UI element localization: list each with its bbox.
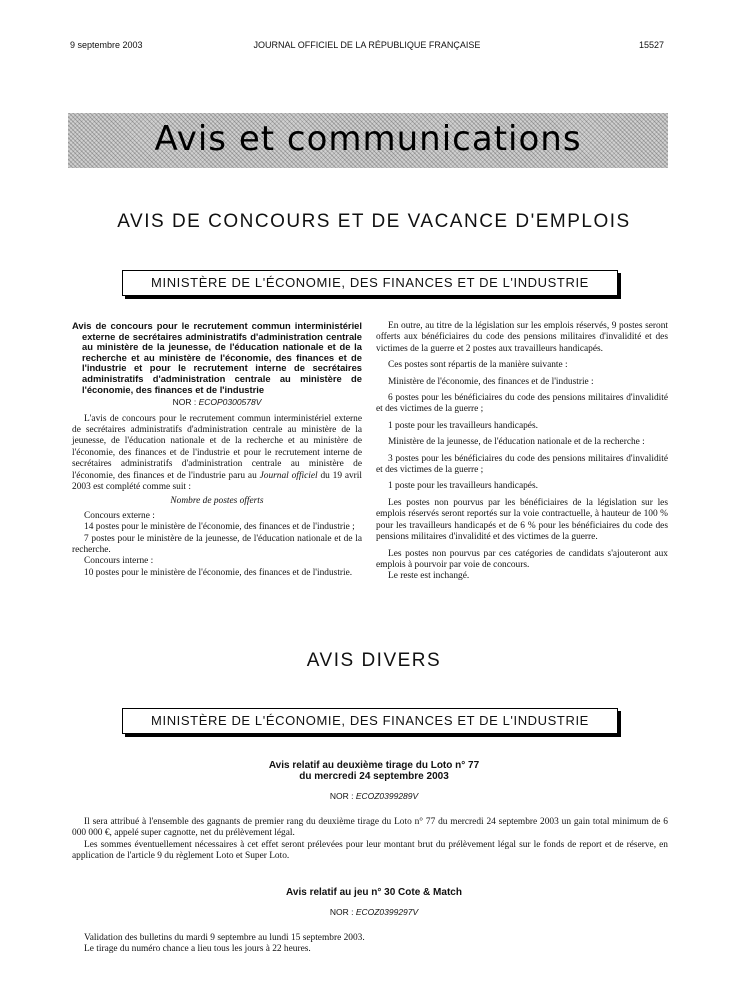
paragraph: Il sera attribué à l'ensemble des gagnants de premier rang du deuxième tirage du Loto n° 77 du mercredi 24 septembre 2003 un gain total minimum de 6 000 000 €, appelé super cagnotte, net du prélèvement légal. (72, 817, 668, 839)
nor-label: NOR : (329, 907, 354, 917)
section-title-concours: AVIS DE CONCOURS ET DE VACANCE D'EMPLOIS (117, 211, 631, 232)
intro-text-post: du 19 avril 2003 est complété comme suit : (72, 470, 363, 492)
paragraph: En outre, au titre de la législation sur les emplois réservés, 9 postes seront offerts aux bénéficiaires du code des pensions militaires d'invalidité et des victimes de la guerre et 2 postes aux travailleurs handicapés. (376, 321, 668, 354)
paragraph: Les sommes éventuellement nécessaires à cet effet seront prélevées pour leur montant brut du prélèvement légal sur le fonds de report et de réserve, en application de l'article 9 du règlement Loto et Super Loto. (72, 839, 668, 862)
loto-body (72, 817, 668, 863)
paragraph: Le reste est inchangé. (388, 571, 470, 582)
paragraph: Ministère de l'économie, des finances et de l'industrie : (388, 376, 594, 387)
loto-nor (0, 791, 748, 801)
paragraph: 7 postes pour le ministère de la jeunesse, de l'éducation nationale et de la recherche. (72, 533, 362, 556)
nor-code: ECOZ0399289V (355, 791, 419, 801)
subheading: Nombre de postes offerts (170, 496, 264, 507)
nor-reference (72, 397, 362, 408)
paragraph: 6 postes pour les bénéficiaires du code des pensions militaires d'invalidité et des victimes de la guerre ; (376, 393, 668, 415)
paragraph: 10 postes pour le ministère de l'économie, des finances et de l'industrie. (84, 567, 353, 578)
cote-body (72, 933, 668, 956)
paragraph: 14 postes pour le ministère de l'économie, des finances et de l'industrie ; (84, 522, 355, 533)
paragraph: 1 poste pour les travailleurs handicapés. (388, 420, 538, 431)
section-title-divers: AVIS DIVERS (306, 650, 442, 671)
intro-text-pre: L'avis de concours pour le recrutement commun interministériel externe de secrétaires administratifs d'administration centrale au ministère de la jeunesse, de l'éducation nationale et de la recherche et au ministère de l'économie, des finances et de l'industrie et pour le recrutement interne de secrétaires administratifs d'administration centrale au ministère de l'économie, des finances et de l'industrie paru au (72, 413, 362, 481)
page-number: 15527 (638, 40, 664, 50)
paragraph: Les postes non pourvus par les bénéficiaires de la législation sur les emplois réservés seront reportés sur la voie contractuelle, à hauteur de 100 % pour les travailleurs handicapés et de 6 % pour les bénéficiaires du code des pensions militaires d'invalidité et des victimes de la guerre. (376, 497, 668, 543)
cote-nor (0, 907, 748, 917)
paragraph: 3 postes pour les bénéficiaires du code des pensions militaires d'invalidité et des victimes de la guerre ; (376, 453, 668, 476)
right-column (376, 321, 668, 583)
section-banner (68, 113, 668, 168)
banner-title: Avis et communications (154, 119, 582, 159)
running-head (70, 40, 664, 54)
loto-title-line: Avis relatif au deuxième tirage du Loto n° 77 (268, 760, 480, 771)
paragraph: Ministère de la jeunesse, de l'éducation nationale et de la recherche : (388, 437, 645, 448)
loto-title-line: du mercredi 24 septembre 2003 (299, 771, 449, 782)
paragraph: 1 poste pour les travailleurs handicapés. (388, 481, 538, 492)
paragraph: Le tirage du numéro chance a lieu tous les jours à 22 heures. (84, 944, 311, 955)
nor-label: NOR : (329, 791, 354, 801)
paragraph: Les postes non pourvus par ces catégories de candidats s'ajouteront aux emplois à pourvoir par voie de concours. (376, 548, 668, 570)
nor-code: ECOP0300578V (198, 397, 262, 408)
paragraph: Concours externe : (84, 510, 155, 521)
left-column (72, 321, 362, 579)
nor-code: ECOZ0399297V (355, 907, 419, 917)
journal-title: JOURNAL OFFICIEL DE LA RÉPUBLIQUE FRANÇAISE (253, 40, 481, 50)
intro-journal: Journal officiel (259, 470, 318, 481)
cote-title: Avis relatif au jeu n° 30 Cote & Match (286, 887, 462, 898)
ministry-box-2: MINISTÈRE DE L'ÉCONOMIE, DES FINANCES ET DE L'INDUSTRIE (122, 708, 618, 734)
paragraph: Concours interne : (84, 556, 154, 567)
loto-title (0, 760, 748, 782)
paragraph: Validation des bulletins du mardi 9 septembre au lundi 15 septembre 2003. (84, 933, 365, 943)
paragraph: Ces postes sont répartis de la manière suivante : (388, 360, 568, 371)
issue-date: 9 septembre 2003 (70, 40, 143, 50)
notice-heading: Avis de concours pour le recrutement commun interministériel externe de secrétaires administratifs d'administration centrale au ministère de la jeunesse, de l'éducation nationale et de la recherche et au ministère de l'économie, des finances et de l'industrie et pour le recrutement interne de secrétaires administratifs d'administration centrale au ministère de l'économie, des finances et de l'industrie (72, 320, 362, 395)
intro-paragraph (72, 414, 362, 494)
nor-label: NOR : (172, 397, 197, 408)
ministry-box-1: MINISTÈRE DE L'ÉCONOMIE, DES FINANCES ET DE L'INDUSTRIE (122, 270, 618, 296)
